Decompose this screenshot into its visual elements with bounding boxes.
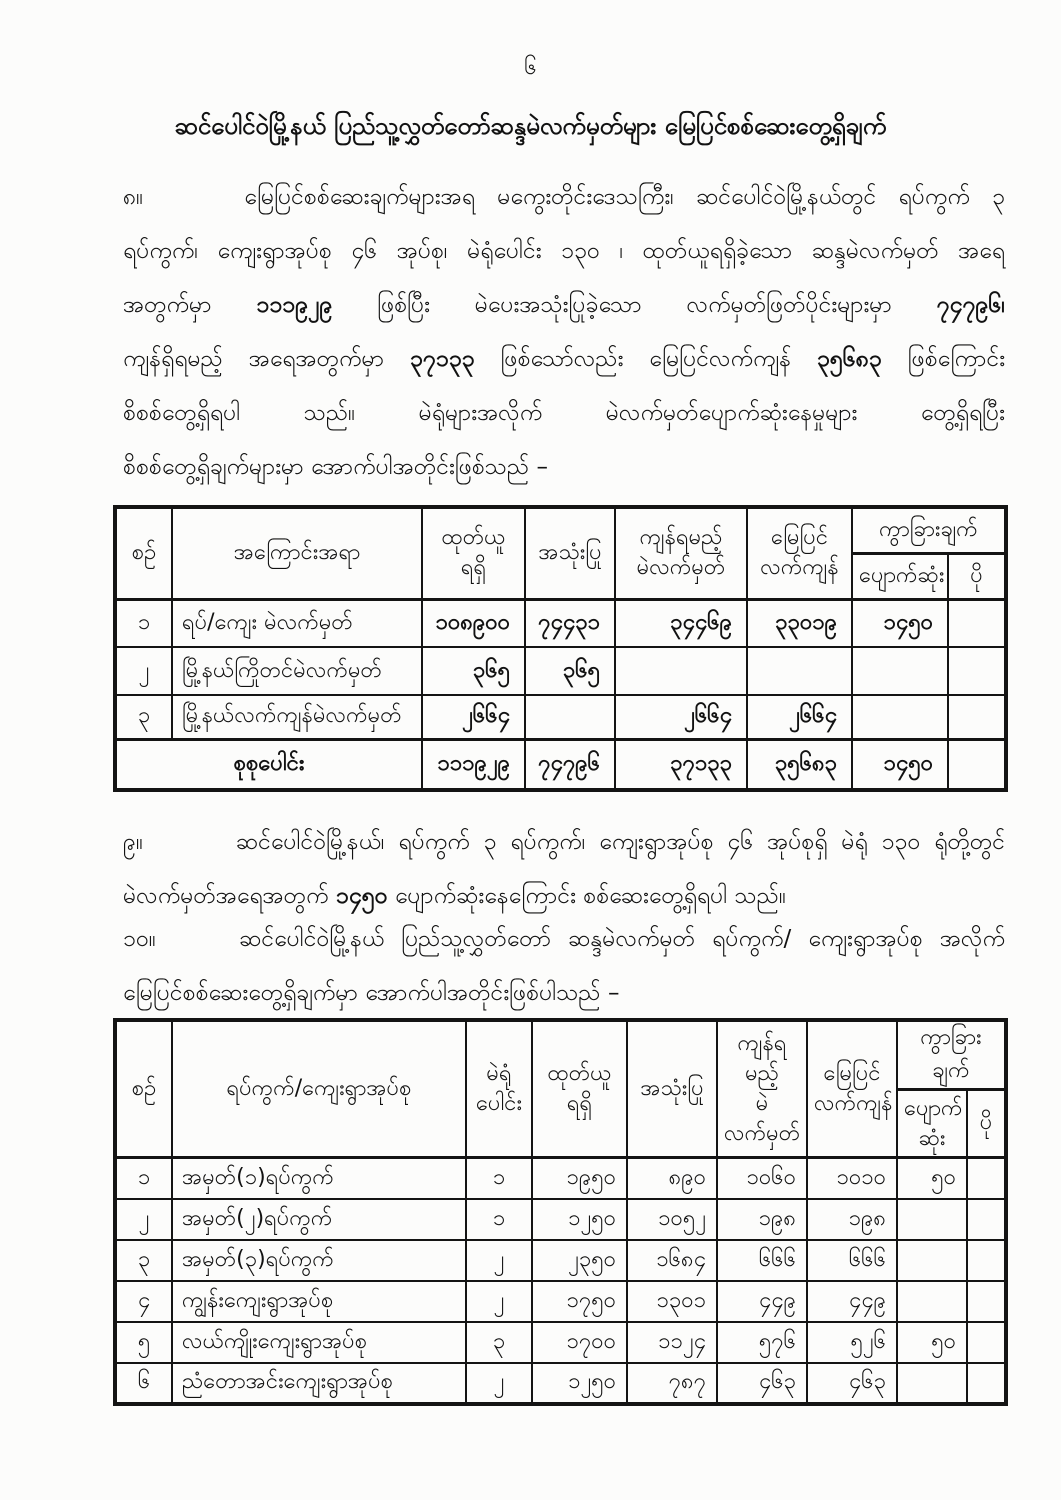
header-cell-subject: အကြောင်းအရာ <box>172 507 422 599</box>
cell-no: ၄ <box>115 1281 172 1322</box>
cell-ward: ညံတောအင်းကျေးရွာအုပ်စု <box>172 1363 466 1404</box>
cell-stations: ၁ <box>466 1158 532 1199</box>
cell-remaining: ၁၉၈ <box>717 1199 807 1240</box>
table-row <box>115 599 1006 647</box>
table-header-row <box>115 507 1006 553</box>
paragraph-10 <box>123 912 1005 1020</box>
cell-remaining: ၃၄၄၆၉ <box>615 599 747 647</box>
cell-stations: ၃ <box>466 1322 532 1363</box>
cell-issued: ၂၃၅၀ <box>532 1240 627 1281</box>
cell-ward: အမှတ်(၃)ရပ်ကွက် <box>172 1240 466 1281</box>
cell-extra <box>967 1281 1006 1322</box>
cell-extra <box>967 1199 1006 1240</box>
header-cell-issued: ထုတ်ယူ ရရှိ <box>532 1020 627 1158</box>
cell-lost <box>897 1281 967 1322</box>
ward-breakdown-table <box>113 1018 1008 1406</box>
table-row <box>115 1363 1006 1404</box>
table-row <box>115 695 1006 739</box>
header-cell-remaining: ကျန်ရမည့် မဲလက်မှတ် <box>615 507 747 599</box>
cell-extra <box>948 647 1006 695</box>
table-row <box>115 1158 1006 1199</box>
cell-issued: ၁၇၅၀ <box>532 1281 627 1322</box>
header-cell-no: စဉ် <box>115 1020 172 1158</box>
cell-used: ၇၈၇ <box>627 1363 717 1404</box>
cell-stations: ၁ <box>466 1199 532 1240</box>
cell-used: ၁၆၈၄ <box>627 1240 717 1281</box>
cell-remaining-total: ၃၇၁၃၃ <box>615 739 747 790</box>
cell-ground: ၅၂၆ <box>807 1322 897 1363</box>
header-cell-no: စဉ် <box>115 507 172 599</box>
cell-used: ၃၆၅ <box>525 647 615 695</box>
paragraph-line: စိစစ်တွေ့ရှိချက်များမှာ အောက်ပါအတိုင်းဖြစ်သည် – <box>123 454 549 480</box>
cell-no: ၅ <box>115 1322 172 1363</box>
page-number: ၆ <box>524 55 537 80</box>
cell-extra <box>967 1158 1006 1199</box>
cell-no: ၁ <box>115 599 172 647</box>
header-cell-lost: ပျောက်ဆုံး <box>852 553 948 599</box>
cell-total-label: စုစုပေါင်း <box>115 739 422 790</box>
table-row <box>115 1199 1006 1240</box>
paragraph-line: ၉။ ဆင်ပေါင်ဝဲမြို့နယ်၊ ရပ်ကွက် ၃ ရပ်ကွက်၊ ကျေးရွာအုပ်စု ၄၆ အုပ်စုရှိ မဲရုံ ၁၃၀ ရုံတို့တွင် <box>123 829 1006 855</box>
paragraph-line: မြေပြင်စစ်ဆေးတွေ့ရှိချက်မှာ အောက်ပါအတိုင်းဖြစ်ပါသည် – <box>123 980 620 1006</box>
cell-stations: ၂ <box>466 1281 532 1322</box>
cell-used: ၁၀၅၂ <box>627 1199 717 1240</box>
header-cell-used: အသုံးပြု <box>627 1020 717 1158</box>
cell-ward: ကျွန်းကျေးရွာအုပ်စု <box>172 1281 466 1322</box>
cell-ground-total: ၃၅၆၈၃ <box>747 739 852 790</box>
paragraph-8 <box>123 170 1005 494</box>
cell-extra-total <box>948 739 1006 790</box>
header-cell-lost: ပျောက် ဆုံး <box>897 1090 967 1158</box>
cell-used: ၁၁၂၄ <box>627 1322 717 1363</box>
cell-lost-total: ၁၄၅၀ <box>852 739 948 790</box>
table-row <box>115 1240 1006 1281</box>
paragraph-line: ရပ်ကွက်၊ ကျေးရွာအုပ်စု ၄၆ အုပ်စု၊ မဲရုံပေါင်း ၁၃၀ ၊ ထုတ်ယူရရှိခဲ့သော ဆန္ဒမဲလက်မှတ် အရေ <box>123 238 1005 264</box>
table-row <box>115 647 1006 695</box>
paragraph-9 <box>123 815 1005 923</box>
header-cell-extra: ပို <box>948 553 1006 599</box>
paragraph-line: အတွက်မှာ ၁၁၁၉၂၉ ဖြစ်ပြီး မဲပေးအသုံးပြုခဲ့သော လက်မှတ်ဖြတ်ပိုင်းများမှာ ၇၄၇၉၆၊ <box>123 292 1006 318</box>
cell-stations: ၂ <box>466 1363 532 1404</box>
header-cell-stations: မဲရုံ ပေါင်း <box>466 1020 532 1158</box>
cell-no: ၃ <box>115 1240 172 1281</box>
cell-ground: ၄၆၃ <box>807 1363 897 1404</box>
paragraph-line: စိစစ်တွေ့ရှိရပါ သည်။ မဲရုံများအလိုက် မဲလက်မှတ်ပျောက်ဆုံးနေမှုများ တွေ့ရှိရပြီး <box>123 400 1005 426</box>
table-row <box>115 1322 1006 1363</box>
header-cell-extra: ပို <box>967 1090 1006 1158</box>
cell-issued: ၁၂၅၀ <box>532 1199 627 1240</box>
cell-ground: ၁၉၈ <box>807 1199 897 1240</box>
document-title: ဆင်ပေါင်ဝဲမြို့နယ် ပြည်သူ့လွှတ်တော်ဆန္ဒမဲလက်မှတ်များ မြေပြင်စစ်ဆေးတွေ့ရှိချက် <box>174 112 887 140</box>
cell-ward: အမှတ်(၂)ရပ်ကွက် <box>172 1199 466 1240</box>
cell-issued: ၁၇၀၀ <box>532 1322 627 1363</box>
cell-ground: ၆၆၆ <box>807 1240 897 1281</box>
header-cell-ground: မြေပြင် လက်ကျန် <box>747 507 852 599</box>
cell-ground: ၁၀၁၀ <box>807 1158 897 1199</box>
cell-no: ၁ <box>115 1158 172 1199</box>
cell-no: ၃ <box>115 695 172 739</box>
cell-used: ၁၃၀၁ <box>627 1281 717 1322</box>
cell-extra <box>948 695 1006 739</box>
cell-lost <box>897 1199 967 1240</box>
header-cell-remaining: ကျန်ရမည့် မဲလက်မှတ် <box>717 1020 807 1158</box>
cell-lost <box>897 1240 967 1281</box>
header-cell-difference: ကွာခြားချက် <box>897 1020 1006 1090</box>
cell-used: ၈၉၀ <box>627 1158 717 1199</box>
cell-remaining: ၄၆၃ <box>717 1363 807 1404</box>
table-header-row <box>115 1020 1006 1090</box>
cell-lost: ၅၀ <box>897 1322 967 1363</box>
ballot-summary-table <box>113 505 1008 792</box>
cell-issued: ၃၆၅ <box>422 647 525 695</box>
header-cell-ground: မြေပြင် လက်ကျန် <box>807 1020 897 1158</box>
cell-remaining: ၂၆၆၄ <box>615 695 747 739</box>
cell-issued: ၁၂၅၀ <box>532 1363 627 1404</box>
cell-remaining: ၆၆၆ <box>717 1240 807 1281</box>
cell-remaining: ၄၄၉ <box>717 1281 807 1322</box>
cell-subject: မြို့နယ်ကြိုတင်မဲလက်မှတ် <box>172 647 422 695</box>
table-row <box>115 1281 1006 1322</box>
cell-extra <box>948 599 1006 647</box>
cell-no: ၆ <box>115 1363 172 1404</box>
cell-extra <box>967 1240 1006 1281</box>
cell-used-total: ၇၄၇၉၆ <box>525 739 615 790</box>
cell-issued-total: ၁၁၁၉၂၉ <box>422 739 525 790</box>
cell-ground: ၃၃၀၁၉ <box>747 599 852 647</box>
cell-lost <box>852 647 948 695</box>
header-cell-ward: ရပ်ကွက်/ကျေးရွာအုပ်စု <box>172 1020 466 1158</box>
cell-no: ၂ <box>115 647 172 695</box>
cell-lost <box>852 695 948 739</box>
cell-remaining <box>615 647 747 695</box>
table-total-row <box>115 739 1006 790</box>
header-cell-used: အသုံးပြု <box>525 507 615 599</box>
cell-ward: လယ်ကျိုးကျေးရွာအုပ်စု <box>172 1322 466 1363</box>
cell-used <box>525 695 615 739</box>
paragraph-line: မဲလက်မှတ်အရေအတွက် ၁၄၅၀ ပျောက်ဆုံးနေကြောင်း စစ်ဆေးတွေ့ရှိရပါ သည်။ <box>123 883 786 909</box>
cell-ground: ၂၆၆၄ <box>747 695 852 739</box>
cell-lost: ၁၄၅၀ <box>852 599 948 647</box>
cell-issued: ၁၀၈၉၀၀ <box>422 599 525 647</box>
cell-subject: ရပ်/ကျေး မဲလက်မှတ် <box>172 599 422 647</box>
cell-remaining: ၁၀၆၀ <box>717 1158 807 1199</box>
cell-ground <box>747 647 852 695</box>
cell-used: ၇၄၄၃၁ <box>525 599 615 647</box>
paragraph-line: ၈။ မြေပြင်စစ်ဆေးချက်များအရ မကွေးတိုင်းဒေသကြီး၊ ဆင်ပေါင်ဝဲမြို့နယ်တွင် ရပ်ကွက် ၃ <box>123 184 1006 210</box>
cell-ward: အမှတ်(၁)ရပ်ကွက် <box>172 1158 466 1199</box>
cell-lost <box>897 1363 967 1404</box>
cell-extra <box>967 1322 1006 1363</box>
cell-stations: ၂ <box>466 1240 532 1281</box>
paragraph-line: ၁၀။ ဆင်ပေါင်ဝဲမြို့နယ် ပြည်သူ့လွှတ်တော် ဆန္ဒမဲလက်မှတ် ရပ်ကွက်/ ကျေးရွာအုပ်စု အလိုက် <box>123 926 1006 952</box>
cell-lost: ၅၀ <box>897 1158 967 1199</box>
cell-ground: ၄၄၉ <box>807 1281 897 1322</box>
cell-subject: မြို့နယ်လက်ကျန်မဲလက်မှတ် <box>172 695 422 739</box>
cell-remaining: ၅၇၆ <box>717 1322 807 1363</box>
cell-extra <box>967 1363 1006 1404</box>
cell-issued: ၁၉၅၀ <box>532 1158 627 1199</box>
header-cell-difference: ကွာခြားချက် <box>852 507 1006 553</box>
paragraph-line: ကျန်ရှိရမည့် အရေအတွက်မှာ ၃၇၁၃၃ ဖြစ်သော်လည်း မြေပြင်လက်ကျန် ၃၅၆၈၃ ဖြစ်ကြောင်း <box>123 346 1006 372</box>
cell-issued: ၂၆၆၄ <box>422 695 525 739</box>
header-cell-issued: ထုတ်ယူ ရရှိ <box>422 507 525 599</box>
cell-no: ၂ <box>115 1199 172 1240</box>
